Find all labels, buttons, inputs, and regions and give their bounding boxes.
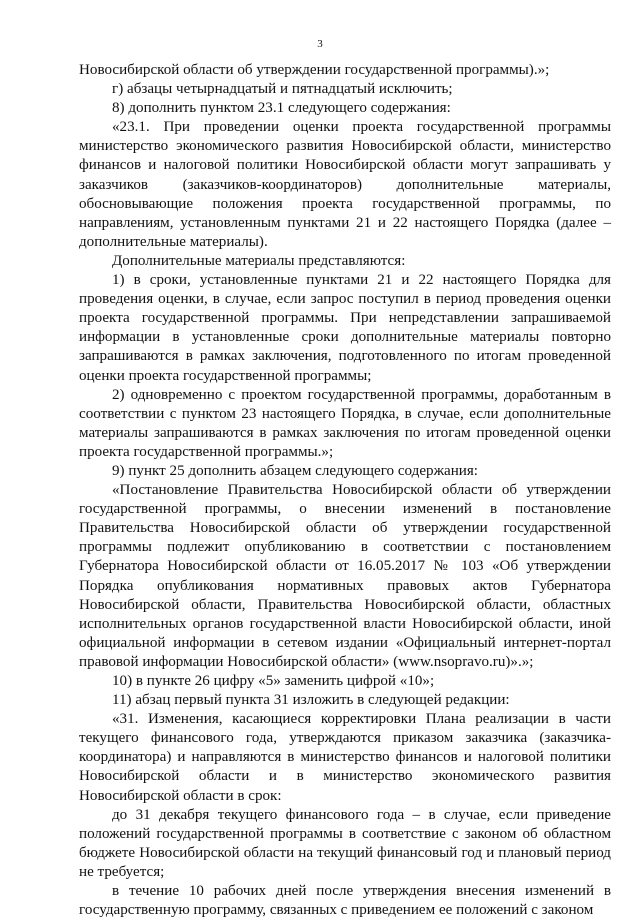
paragraph: 8) дополнить пунктом 23.1 следующего содержания: xyxy=(112,100,451,117)
document-body xyxy=(79,61,611,920)
paragraph: 9) пункт 25 дополнить абзацем следующего содержания: xyxy=(112,462,479,479)
paragraph: Дополнительные материалы представляются: xyxy=(112,252,406,269)
paragraph: 2) одновременно с проектом государственной программы, доработанным в соответствии с пунктом 23 настоящего Порядка, в случае, если дополнительные материалы запрашиваются в рамках заключения по итогам проведенной оценки проекта государственной программы.»; xyxy=(79,386,611,460)
paragraph: до 31 декабря текущего финансового года – в случае, если приведение положений государственной программы в соответствие с законом об областном бюджете Новосибирской области на текущий финансовый год и плановый период не требуется; xyxy=(79,806,611,880)
paragraph: 1) в сроки, установленные пунктами 21 и 22 настоящего Порядка для проведения оценки, в случае, если запрос поступил в период проведения оценки проекта государственной программы. При непредставлении запрашиваемой информации в установленные сроки дополнительные материалы повторно запрашиваются в рамках заключения, подготовленного по итогам проведенной оценки проекта государственной программы; xyxy=(79,272,611,384)
paragraph: «Постановление Правительства Новосибирской области об утверждении государственной программы, о внесении изменений в постановление Правительства Новосибирской области об утверждении государственной программы подлежит опубликованию в соответствии с постановлением Губернатора Новосибирской области от 16.05.2017 № 103 «Об утверждении Порядка опубликования нормативных правовых актов Губернатора Новосибирской области, Правительства Новосибирской области, областных исполнительных органов государственной власти Новосибирской области, иной официальной информации в сетевом издании «Официальный интернет-портал правовой информации Новосибирской области» (www.nsopravo.ru)».»; xyxy=(79,482,611,670)
paragraph: Новосибирской области об утверждении государственной программы).»; xyxy=(79,62,550,78)
paragraph: «23.1. При проведении оценки проекта государственной программы министерство экономического развития Новосибирской области, министерство финансов и налоговой политики Новосибирской области могут запрашивать у заказчиков (заказчиков-координаторов) дополнительные материалы, обосновывающие положения проекта государственной программы, по направлениям, установленным пунктами 21 и 22 настоящего Порядка (далее – дополнительные материалы). xyxy=(79,119,611,250)
page-number: 3 xyxy=(317,38,323,50)
paragraph: «31. Изменения, касающиеся корректировки Плана реализации в части текущего финансового года, утверждаются приказом заказчика (заказчика-координатора) и направляются в министерство финансов и налоговой политики Новосибирской области и в министерство экономического развития Новосибирской области в срок: xyxy=(79,711,611,804)
paragraph: 10) в пункте 26 цифру «5» заменить цифрой «10»; xyxy=(112,673,435,689)
paragraph: г) абзацы четырнадцатый и пятнадцатый исключить; xyxy=(112,81,453,98)
paragraph: в течение 10 рабочих дней после утверждения внесения изменений в государственную программу, связанных с приведением ее положений с законом xyxy=(79,883,611,919)
paragraph: 11) абзац первый пункта 31 изложить в следующей редакции: xyxy=(112,692,510,709)
